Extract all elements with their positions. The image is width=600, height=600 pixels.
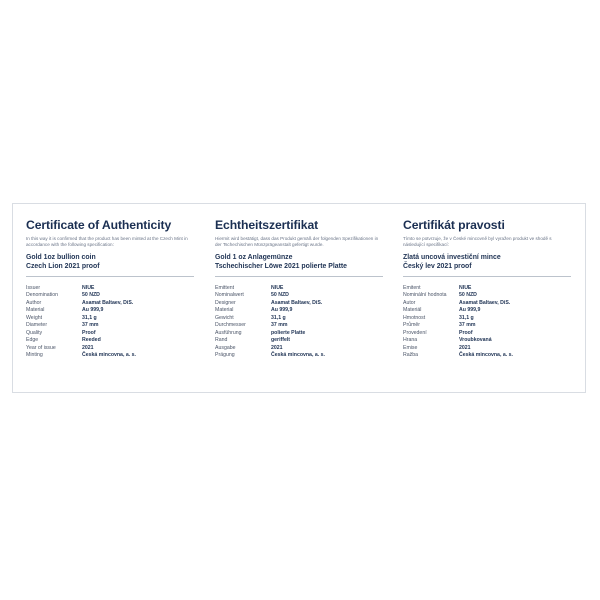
spec-value: Česká mincovna, a. s. xyxy=(82,352,136,359)
product-name-line-2: Český lev 2021 proof xyxy=(403,263,472,270)
certificate-title: Echtheitszertifikat xyxy=(215,218,319,232)
spec-label: Material xyxy=(215,307,234,314)
spec-label: Edge xyxy=(26,337,39,344)
spec-row xyxy=(403,299,571,307)
spec-label: Designer xyxy=(215,299,236,306)
spec-label: Hmotnost xyxy=(403,314,426,321)
spec-value: NIUE xyxy=(82,284,95,291)
spec-value: 37 mm xyxy=(459,322,476,329)
spec-value: 37 mm xyxy=(82,322,99,329)
spec-value: 50 NZD xyxy=(459,292,477,299)
product-name-line-1: Gold 1oz bullion coin xyxy=(26,254,96,261)
spec-value: Vroubkovaná xyxy=(459,337,492,344)
spec-label: Ausgabe xyxy=(215,344,236,351)
product-name-line-2: Czech Lion 2021 proof xyxy=(26,263,100,270)
certificate-column-german xyxy=(215,218,383,359)
spec-row xyxy=(215,344,383,352)
spec-row xyxy=(215,314,383,322)
spec-value: Asamat Baltaev, DiS. xyxy=(459,299,511,306)
spec-label: Weight xyxy=(26,314,43,321)
spec-value: 2021 xyxy=(459,344,471,351)
spec-row xyxy=(26,284,194,292)
divider xyxy=(403,276,571,277)
spec-row xyxy=(26,292,194,300)
certificate-column-czech xyxy=(403,218,571,359)
spec-label: Emise xyxy=(403,344,418,351)
spec-label: Rand xyxy=(215,337,228,344)
spec-label: Ausführung xyxy=(215,329,242,336)
spec-row xyxy=(26,299,194,307)
spec-row xyxy=(215,337,383,345)
spec-row xyxy=(26,329,194,337)
spec-value: 31,1 g xyxy=(82,314,97,321)
product-name-line-1: Zlatá uncová investiční mince xyxy=(403,254,501,261)
spec-row xyxy=(26,322,194,330)
spec-value: 31,1 g xyxy=(459,314,474,321)
spec-label: Autor xyxy=(403,299,416,306)
product-name-line-2: Tschechischer Löwe 2021 polierte Platte xyxy=(215,263,347,270)
spec-row xyxy=(215,329,383,337)
spec-label: Nominální hodnota xyxy=(403,292,447,299)
certificate-intro: Hiermit wird bestätigt, dass das Produkt gemäß der folgenden Spezifikationen in der Tschechischen Münzprägeanstalt gefertigt wurde. xyxy=(215,236,379,248)
spec-row xyxy=(403,284,571,292)
spec-row xyxy=(26,344,194,352)
spec-row xyxy=(26,314,194,322)
spec-label: Prägung xyxy=(215,352,235,359)
spec-label: Gewicht xyxy=(215,314,234,321)
spec-row xyxy=(403,352,571,360)
spec-label: Emitent xyxy=(403,284,421,291)
spec-label: Ražba xyxy=(403,352,418,359)
spec-label: Year of issue xyxy=(26,344,56,351)
spec-label: Denomination xyxy=(26,292,59,299)
spec-row xyxy=(26,337,194,345)
spec-value: Česká mincovna, a. s. xyxy=(271,352,325,359)
spec-value: 2021 xyxy=(271,344,283,351)
product-name-line-1: Gold 1 oz Anlagemünze xyxy=(215,254,293,261)
spec-value: geriffelt xyxy=(271,337,291,344)
spec-value: 37 mm xyxy=(271,322,288,329)
spec-row xyxy=(403,322,571,330)
spec-row xyxy=(403,329,571,337)
spec-row xyxy=(215,292,383,300)
spec-value: Reeded xyxy=(82,337,101,344)
spec-value: Proof xyxy=(459,329,473,336)
spec-label: Nominalwert xyxy=(215,292,244,299)
spec-row xyxy=(215,322,383,330)
spec-row xyxy=(403,314,571,322)
spec-value: 50 NZD xyxy=(82,292,100,299)
spec-label: Issuer xyxy=(26,284,41,291)
spec-value: Asamat Baltaev, DiS. xyxy=(271,299,323,306)
spec-table xyxy=(215,284,383,359)
spec-label: Provedení xyxy=(403,329,427,336)
spec-label: Hrana xyxy=(403,337,418,344)
spec-row xyxy=(215,352,383,360)
spec-value: Au 999,9 xyxy=(82,307,104,314)
spec-label: Emittent xyxy=(215,284,235,291)
spec-value: 50 NZD xyxy=(271,292,289,299)
spec-row xyxy=(26,352,194,360)
divider xyxy=(215,276,383,277)
spec-table xyxy=(26,284,194,359)
certificate-title: Certifikát pravosti xyxy=(403,218,505,232)
spec-value: Au 999,9 xyxy=(459,307,481,314)
spec-value: Česká mincovna, a. s. xyxy=(459,352,513,359)
spec-row xyxy=(403,292,571,300)
spec-row xyxy=(403,344,571,352)
spec-value: polierte Platte xyxy=(271,329,306,336)
spec-value: Proof xyxy=(82,329,96,336)
spec-value: NIUE xyxy=(271,284,284,291)
spec-row xyxy=(403,337,571,345)
spec-label: Materiál xyxy=(403,307,422,314)
spec-value: NIUE xyxy=(459,284,472,291)
spec-label: Durchmesser xyxy=(215,322,246,329)
spec-label: Quality xyxy=(26,329,43,336)
spec-row xyxy=(215,307,383,315)
spec-value: 31,1 g xyxy=(271,314,286,321)
certificate-title: Certificate of Authenticity xyxy=(26,218,172,232)
spec-row xyxy=(215,284,383,292)
certificate-intro: Tímto se potvrzuje, že v České mincovně byl vyražen produkt ve shodě s následující specifikací: xyxy=(403,236,552,248)
spec-row xyxy=(403,307,571,315)
spec-row xyxy=(215,299,383,307)
spec-label: Minting xyxy=(26,352,43,359)
spec-label: Průměr xyxy=(403,322,421,329)
spec-label: Diameter xyxy=(26,322,48,329)
certificate-intro: In this way it is confirmed that the product has been minted at the Czech Mint in accordance with the following specification: xyxy=(26,236,188,248)
spec-value: 2021 xyxy=(82,344,94,351)
certificate-card xyxy=(12,203,586,393)
spec-value: Asamat Baltaev, DiS. xyxy=(82,299,134,306)
spec-table xyxy=(403,284,571,359)
certificate-column-english xyxy=(26,218,194,359)
spec-value: Au 999,9 xyxy=(271,307,293,314)
divider xyxy=(26,276,194,277)
spec-row xyxy=(26,307,194,315)
spec-label: Author xyxy=(26,299,42,306)
spec-label: Material xyxy=(26,307,45,314)
